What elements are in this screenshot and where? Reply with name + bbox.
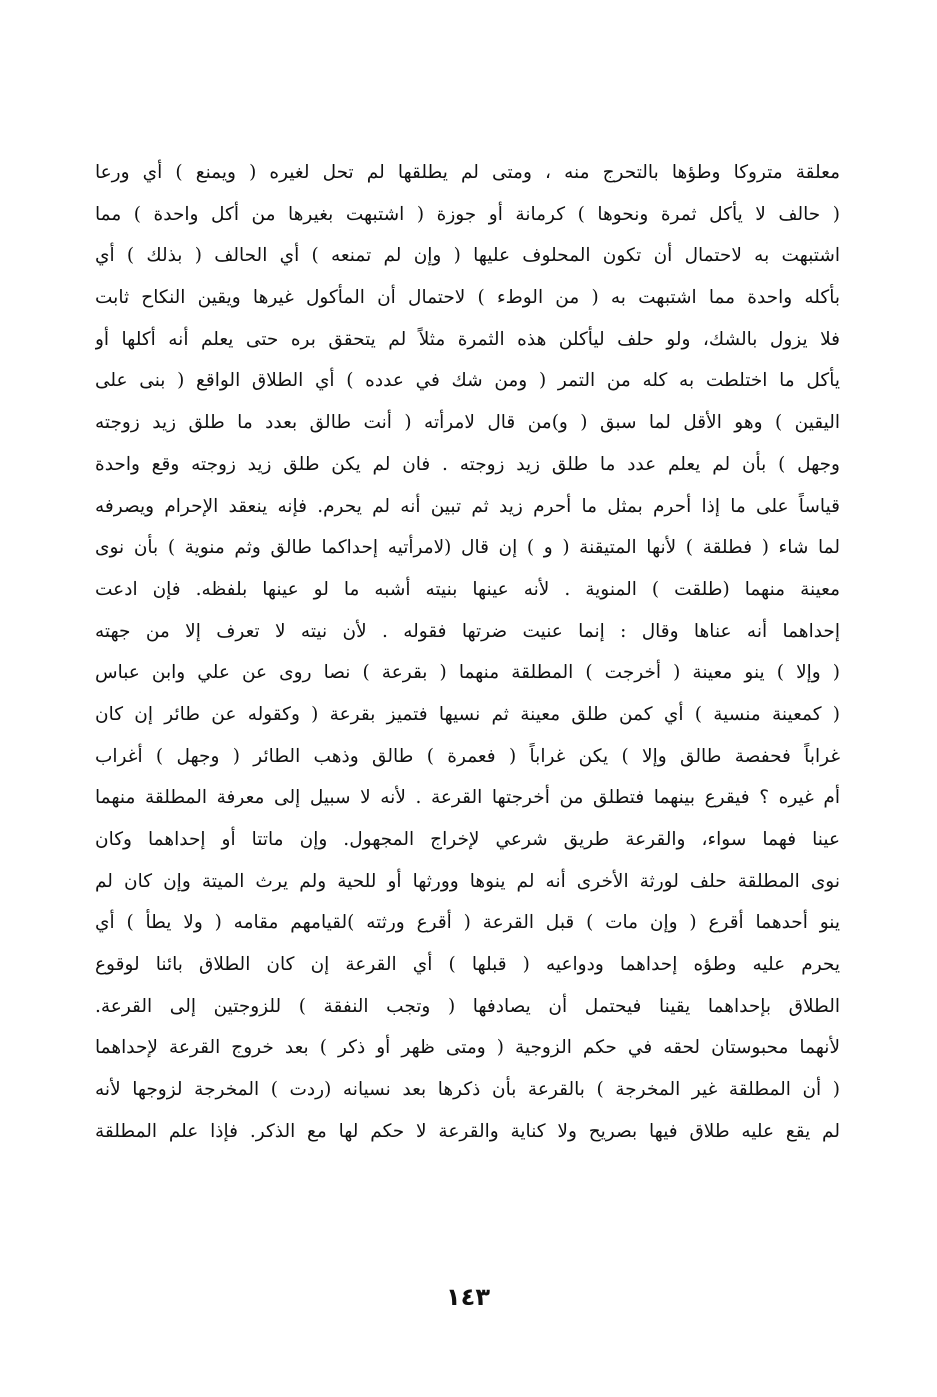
page-number: ١٤٣ — [446, 1283, 490, 1311]
text-line: ( حالف لا يأكل ثمرة ونحوها ) كرمانة أو جوزة ( اشتبهت بغيرها من أكل واحدة ) مما — [95, 203, 840, 225]
text-line: ( وإلا ) ينو معينة ( أخرجت ) المطلقة منهما ( بقرعة ) نصا روى عن علي وابن عباس — [95, 662, 840, 684]
text-line: أم غيره ؟ فيقرع بينهما فتطلق من أخرجتها القرعة . لأنه لا سبيل إلى معرفة المطلقة منهما — [95, 787, 840, 809]
text-line: نوى المطلقة حلف لورثة الأخرى أنه لم ينوها وورثها أو للحية ولم يرث الميتة وإن كان لم — [95, 870, 840, 892]
text-line: معينة منهما (طلقت ) المنوية . لأنه عينها بنيته أشبه ما لو عينها بلفظه. فإن ادعت — [95, 578, 840, 600]
text-line: اشتبهت به لاحتمال أن تكون المحلوف عليها ( وإن لم تمنعه ) أي الحالف ( بذلك ) أي — [95, 245, 840, 267]
text-line: غراباً فحفصة طالق وإلا ) يكن غراباً ( فعمرة ) طالق وذهب الطائر ( وجهل ) أغراب — [95, 745, 840, 767]
text-line: ( أن المطلقة غير المخرجة ) بالقرعة بأن ذكرها بعد نسيانه (ردت ) المخرجة لزوجها لأنه — [95, 1079, 840, 1101]
text-line: عينا فهما سواء، والقرعة طريق شرعي لإخراج المجهول. وإن ماتتا أو إحداهما وكان — [95, 829, 840, 850]
text-line: معلقة متروكا وطؤها بالتحرج منه ، ومتى لم يطلقها لم تحل لغيره ( ويمنع ) أي ورعا — [95, 162, 840, 183]
text-line: وجهل ) بأن لم يعلم عدد ما طلق زيد زوجته . فان لم يكن طلق زيد زوجته وقع واحدة — [95, 453, 840, 475]
text-line: ينو أحدهما أقرع ( وإن مات ) قبل القرعة ( أقرع ورثته )لقيامهم مقامه ( ولا يطأ ) أي — [95, 912, 840, 934]
text-line: الطلاق بإحداهما يقينا فيحتمل أن يصادفها ( وتجب النفقة ) للزوجتين إلى القرعة. — [95, 995, 840, 1017]
text-line: بأكله واحدة مما اشتبهت به ( من الوطء ) لاحتمال أن المأكول غيرها ويقين النكاح ثابت — [95, 287, 840, 309]
text-line: لم يقع عليه طلاق فيها بصريح ولا كناية والقرعة لا حكم لها مع الذكر. فإذا علم المطلقة — [95, 1120, 840, 1142]
text-line: قياساً على ما إذا أحرم بمثل ما أحرم زيد ثم تبين أنه لم يحرم. فإنه ينعقد الإحرام ويصرفه — [95, 495, 840, 517]
text-line: يأكل ما اختلطت به كله من التمر ( ومن شك في عدده ) أي الطلاق الواقع ( بنى على — [95, 370, 840, 392]
body-text — [95, 152, 840, 1153]
text-line: فلا يزول بالشك، ولو حلف ليأكلن هذه الثمرة مثلاً لم يتحقق بره حتى يعلم أنه أكلها أو — [95, 328, 840, 350]
text-line: يحرم عليه وطؤه إحداهما ودواعيه ( قبلها ) أي القرعة إن كان الطلاق بائنا لوقوع — [95, 954, 840, 976]
text-line: لما شاء ( فطلقة ) لأنها المتيقنة ( و ) إن قال (لامرأتيه إحداكما طالق وثم منوية ) بأن نوى — [95, 537, 840, 559]
text-line: لأنهما محبوستان لحقه في حكم الزوجية ( ومتى ظهر أو ذكر ) بعد خروج القرعة لإحداهما — [95, 1037, 840, 1059]
text-line: ( كمعينة منسية ) أي كمن طلق معينة ثم نسيها فتميز بقرعة ( وكقوله عن طائر إن كان — [95, 703, 840, 725]
text-line: إحداهما أنه عناها وقال : إنما عنيت ضرتها فقوله . لأن نيته لا تعرف إلا من جهته — [95, 620, 840, 642]
text-line: اليقين ) وهو الأقل لما سبق ( و)من قال لامرأته ( أنت طالق بعدد ما طلق زيد زوجته — [95, 412, 840, 434]
